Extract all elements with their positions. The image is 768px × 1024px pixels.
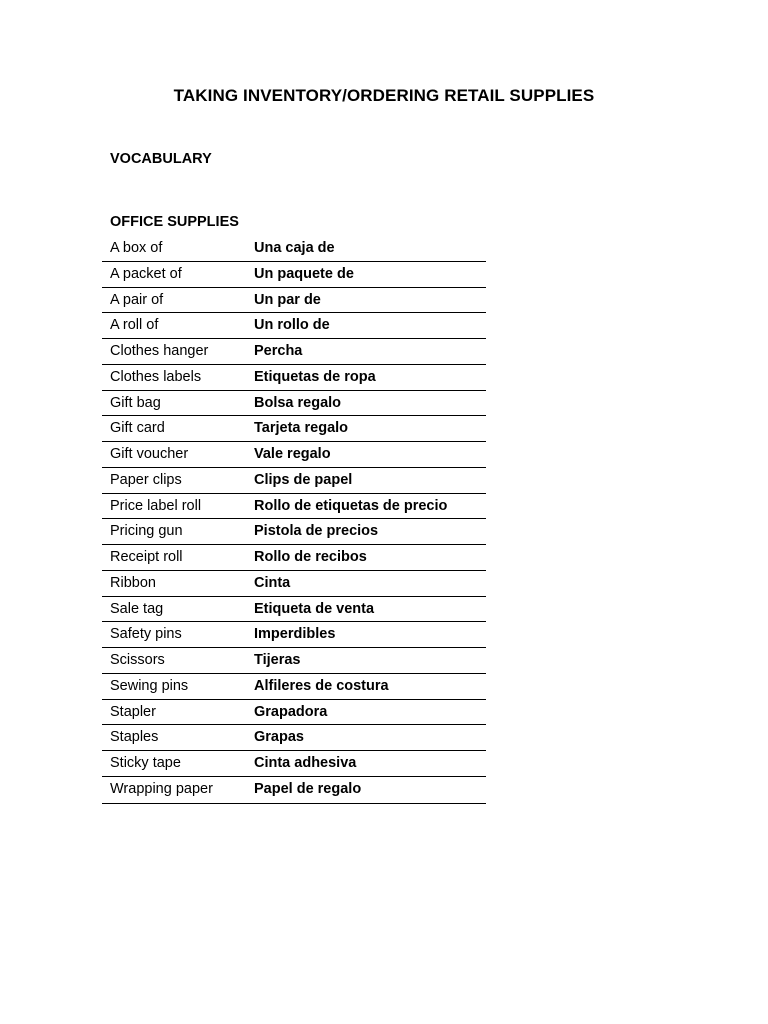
- english-term: Pricing gun: [110, 523, 183, 540]
- table-row: [102, 751, 486, 777]
- table-row: [102, 391, 486, 417]
- table-row: [102, 365, 486, 391]
- spanish-term: Percha: [254, 343, 303, 359]
- english-term: Wrapping paper: [110, 780, 213, 797]
- english-term: Sewing pins: [110, 677, 189, 694]
- english-term: Stapler: [110, 703, 156, 720]
- english-term: Gift voucher: [110, 446, 189, 462]
- table-row: [102, 288, 486, 314]
- table-row: [102, 262, 486, 288]
- spanish-term: Tijeras: [254, 652, 301, 668]
- english-term: Ribbon: [110, 574, 156, 591]
- table-row: [102, 468, 486, 494]
- table-row: [102, 725, 486, 751]
- english-term: Scissors: [110, 652, 165, 668]
- english-term: A box of: [110, 240, 163, 256]
- english-term: Sale tag: [110, 600, 164, 617]
- spanish-term: Pistola de precios: [254, 523, 379, 540]
- english-term: Paper clips: [110, 471, 182, 488]
- spanish-term: Papel de regalo: [254, 780, 362, 797]
- table-row: [102, 236, 486, 262]
- spanish-term: Un paquete de: [254, 265, 354, 282]
- english-term: Price label roll: [110, 497, 202, 514]
- spanish-term: Un rollo de: [254, 317, 330, 334]
- vocabulary-heading: VOCABULARY: [110, 151, 212, 167]
- table-row: [102, 777, 486, 804]
- table-row: [102, 597, 486, 623]
- document-title: TAKING INVENTORY/ORDERING RETAIL SUPPLIES: [173, 86, 595, 105]
- spanish-term: Rollo de etiquetas de precio: [254, 497, 448, 514]
- english-term: Clothes labels: [110, 368, 202, 385]
- section-heading-office-supplies: OFFICE SUPPLIES: [110, 214, 239, 230]
- table-row: [102, 416, 486, 442]
- table-row: [102, 519, 486, 545]
- spanish-term: Bolsa regalo: [254, 394, 342, 411]
- english-term: Receipt roll: [110, 549, 183, 565]
- table-row: [102, 622, 486, 648]
- english-term: A packet of: [110, 265, 182, 282]
- english-term: A roll of: [110, 317, 159, 334]
- table-row: [102, 571, 486, 597]
- spanish-term: Grapadora: [254, 703, 328, 720]
- table-row: [102, 545, 486, 571]
- spanish-term: Alfileres de costura: [254, 677, 389, 694]
- spanish-term: Rollo de recibos: [254, 549, 367, 565]
- spanish-term: Imperdibles: [254, 626, 336, 643]
- table-row: [102, 494, 486, 520]
- table-row: [102, 339, 486, 365]
- english-term: Safety pins: [110, 626, 182, 643]
- vocabulary-table: [102, 236, 486, 804]
- english-term: Clothes hanger: [110, 343, 209, 359]
- spanish-term: Etiquetas de ropa: [254, 368, 376, 385]
- english-term: Staples: [110, 729, 159, 746]
- spanish-term: Tarjeta regalo: [254, 420, 349, 437]
- table-row: [102, 313, 486, 339]
- table-row: [102, 700, 486, 726]
- spanish-term: Cinta: [254, 574, 291, 591]
- english-term: Sticky tape: [110, 755, 181, 771]
- table-row: [102, 648, 486, 674]
- spanish-term: Un par de: [254, 291, 321, 308]
- english-term: Gift bag: [110, 394, 161, 411]
- english-term: Gift card: [110, 420, 165, 437]
- spanish-term: Una caja de: [254, 240, 335, 256]
- spanish-term: Etiqueta de venta: [254, 600, 375, 617]
- table-row: [102, 442, 486, 468]
- spanish-term: Clips de papel: [254, 471, 353, 488]
- spanish-term: Cinta adhesiva: [254, 755, 357, 771]
- spanish-term: Grapas: [254, 729, 304, 746]
- spanish-term: Vale regalo: [254, 446, 331, 462]
- english-term: A pair of: [110, 291, 164, 308]
- table-row: [102, 674, 486, 700]
